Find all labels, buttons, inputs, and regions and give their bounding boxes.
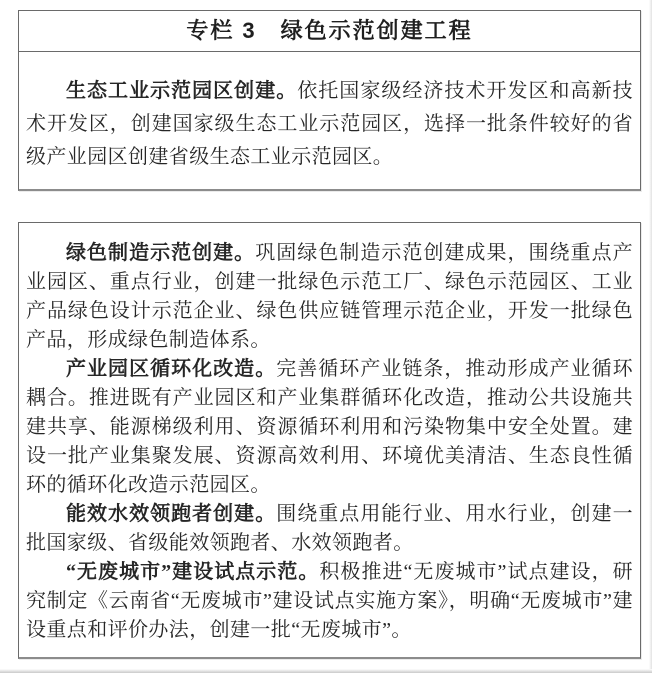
paragraph-lead: “无废城市”建设试点示范。: [66, 561, 320, 583]
paragraph: [26, 558, 633, 645]
paragraph: [26, 75, 633, 174]
page-edge-bottom: [0, 669, 652, 673]
column-panel-content-box: [18, 222, 641, 659]
paragraph-text: 依托国家级经济技术开发区和高新技术开发区，创建国家级生态工业示范园区，选择一批条件较好的省级产业园区创建省级生态工业示范园区。: [26, 80, 633, 168]
paragraph-text: 完善循环产业链条，推动形成产业循环耦合。推进既有产业园区和产业集群循环化改造，推动公共设施共建共享、能源梯级利用、资源循环利用和污染物集中安全处置。建设一批产业集聚发展、资源高效利用、环境优美清洁、生态良性循环的循环化改造示范园区。: [26, 358, 633, 496]
paragraph-text: 围绕重点用能行业、用水行业，创建一批国家级、省级能效领跑者、水效领跑者。: [26, 503, 633, 554]
paragraph: [26, 355, 633, 500]
paragraph-text: 积极推进“无废城市”试点建设，研究制定《云南省“无废城市”建设试点实施方案》，明确“无废城市”建设重点和评价办法，创建一批“无废城市”。: [26, 561, 633, 641]
paragraph: [26, 239, 633, 355]
paragraph: [26, 500, 633, 558]
paragraph-lead: 能效水效领跑者创建。: [66, 503, 277, 525]
paragraph-lead: 生态工业示范园区创建。: [66, 80, 298, 102]
panel-body: [19, 52, 640, 174]
panel-body: [19, 223, 640, 645]
paragraph-lead: 产业园区循环化改造。: [66, 358, 277, 380]
paragraph-text: 巩固绿色制造示范创建成果，围绕重点产业园区、重点行业，创建一批绿色示范工厂、绿色示范园区、工业产品绿色设计示范企业、绿色供应链管理示范企业，开发一批绿色产品，形成绿色制造体系。: [26, 242, 633, 351]
panel-title: 专栏 3 绿色示范创建工程: [19, 11, 640, 52]
paragraph-lead: 绿色制造示范创建。: [66, 242, 256, 264]
column-panel-header-box: [18, 10, 641, 191]
